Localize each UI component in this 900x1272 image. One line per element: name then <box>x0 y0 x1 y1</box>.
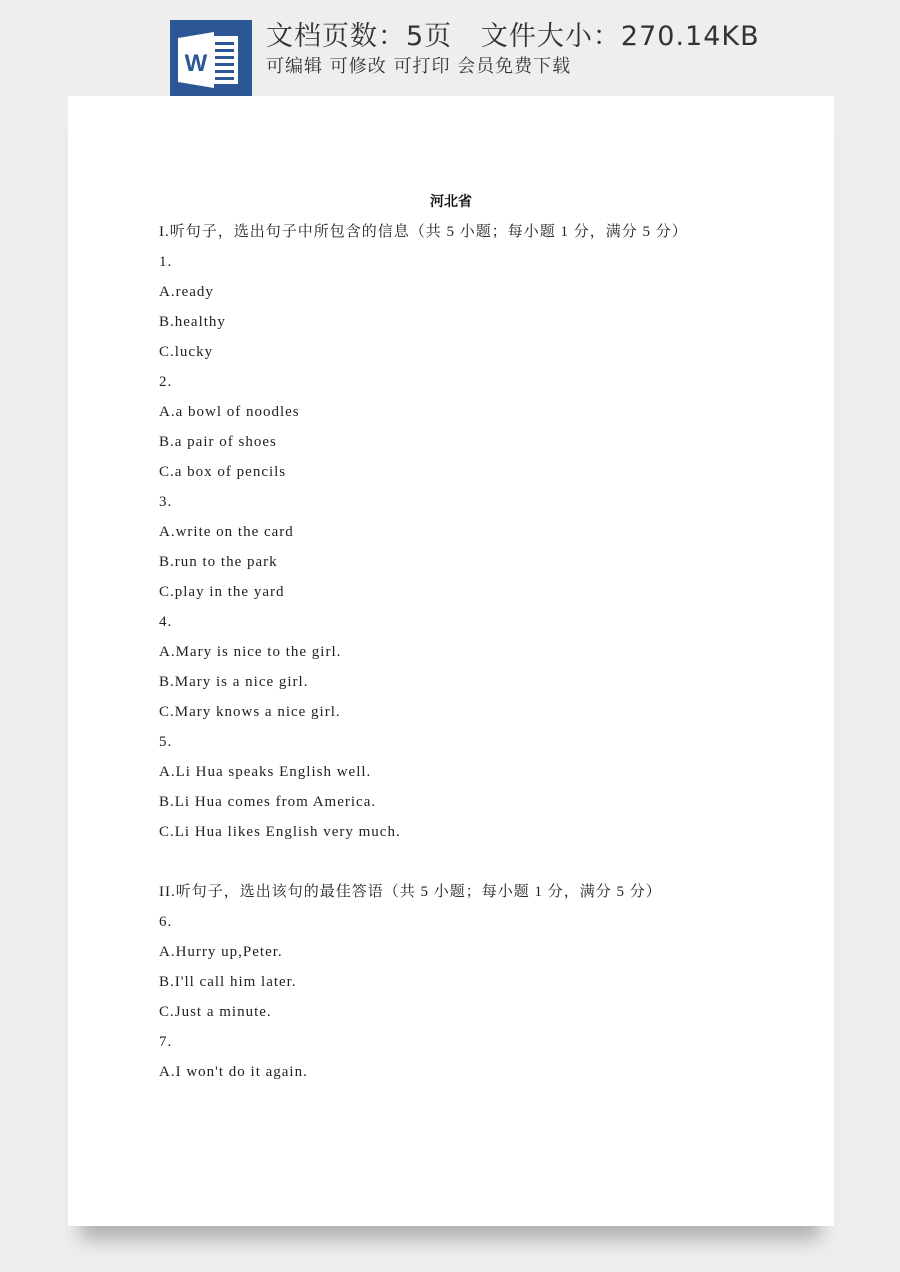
document-line: 5. <box>159 734 173 750</box>
document-line: C.Just a minute. <box>159 1004 272 1020</box>
document-page <box>68 96 834 1226</box>
document-title: 河北省 <box>430 194 472 210</box>
file-info-features: 可编辑 可修改 可打印 会员免费下载 <box>266 56 572 77</box>
word-doc-icon <box>170 20 252 96</box>
document-line: C.Mary knows a nice girl. <box>159 704 341 720</box>
document-line: C.play in the yard <box>159 584 285 600</box>
document-body <box>159 222 799 1092</box>
document-line: II.听句子，选出该句的最佳答语（共 5 小题；每小题 1 分，满分 5 分） <box>159 884 662 900</box>
document-line: A.write on the card <box>159 524 294 540</box>
file-info-pages-size: 文档页数：5页 文件大小：270.14KB <box>266 21 760 52</box>
document-line: 6. <box>159 914 173 930</box>
document-line: A.Li Hua speaks English well. <box>159 764 372 780</box>
document-line: B.healthy <box>159 314 226 330</box>
document-line: A.I won't do it again. <box>159 1064 308 1080</box>
document-line: B.run to the park <box>159 554 278 570</box>
document-line: 2. <box>159 374 173 390</box>
document-line: B.Li Hua comes from America. <box>159 794 377 810</box>
document-line: B.I'll call him later. <box>159 974 297 990</box>
document-line: 1. <box>159 254 173 270</box>
document-line: 3. <box>159 494 173 510</box>
document-line: A.a bowl of noodles <box>159 404 300 420</box>
document-line: A.Hurry up,Peter. <box>159 944 283 960</box>
document-line: A.Mary is nice to the girl. <box>159 644 342 660</box>
document-line: A.ready <box>159 284 214 300</box>
document-line: 7. <box>159 1034 173 1050</box>
document-line: 4. <box>159 614 173 630</box>
document-line: C.Li Hua likes English very much. <box>159 824 401 840</box>
document-line: C.a box of pencils <box>159 464 287 480</box>
document-line: I.听句子，选出句子中所包含的信息（共 5 小题；每小题 1 分，满分 5 分） <box>159 224 688 240</box>
document-line: B.a pair of shoes <box>159 434 277 450</box>
document-line <box>159 852 799 882</box>
svg-text:W: W <box>184 50 208 77</box>
download-banner <box>0 0 900 96</box>
document-line: B.Mary is a nice girl. <box>159 674 309 690</box>
document-line: C.lucky <box>159 344 214 360</box>
